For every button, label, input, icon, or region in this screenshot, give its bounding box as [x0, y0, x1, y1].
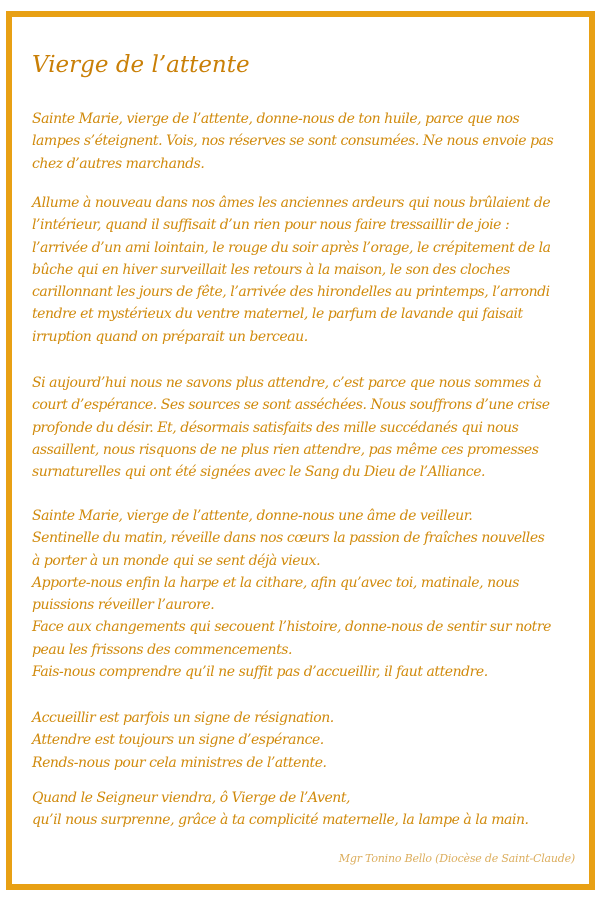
text-line: assaillent, nous risquons de ne plus rien attendre, pas même ces promesses: [32, 441, 539, 458]
text-line: Sainte Marie, vierge de l’attente, donne-nous une âme de veilleur.: [32, 508, 473, 524]
text-line: chez d’autres marchands.: [32, 155, 205, 172]
text-line: l’intérieur, quand il suffisait d’un rien pour nous faire tressaillir de joie :: [32, 217, 510, 234]
paragraph-1: [32, 108, 575, 175]
text-line: Apporte-nous enfin la harpe et la cithare, afin qu’avec toi, matinale, nous: [32, 574, 519, 591]
paragraph-6: [32, 787, 575, 832]
text-line: bûche qui en hiver surveillait les retours à la maison, le son des cloches: [32, 261, 510, 278]
text-line: peau les frissons des commencements.: [32, 641, 293, 658]
text-line: l’arrivée d’un ami lointain, le rouge du soir après l’orage, le crépitement de la: [32, 239, 551, 256]
text-line: court d’espérance. Ses sources se sont asséchées. Nous souffrons d’une crise: [32, 397, 550, 414]
text-line: à porter à un monde qui se sent déjà vieux.: [32, 552, 321, 569]
text-line: surnaturelles qui ont été signées avec le Sang du Dieu de l’Alliance.: [32, 464, 486, 481]
text-line: Accueillir est parfois un signe de résignation.: [32, 710, 334, 726]
page-title: Vierge de l’attente: [32, 52, 250, 78]
prayer-text: [32, 17, 575, 884]
text-line: irruption quand on préparait un berceau.: [32, 328, 308, 345]
paragraph-2: [32, 192, 575, 348]
paragraph-4: [32, 505, 575, 683]
text-line: Fais-nous comprendre qu’il ne suffit pas d’accueillir, il faut attendre.: [32, 664, 488, 681]
text-line: carillonnant les jours de fête, l’arrivée des hirondelles au printemps, l’arrondi: [32, 284, 550, 301]
text-line: puissions réveiller l’aurore.: [32, 597, 215, 614]
text-line: tendre et mystérieux du ventre maternel, le parfum de lavande qui faisait: [32, 306, 523, 323]
paragraph-5: [32, 707, 575, 774]
text-line: Sentinelle du matin, réveille dans nos cœurs la passion de fraîches nouvelles: [32, 530, 545, 547]
text-line: Sainte Marie, vierge de l’attente, donne-nous de ton huile, parce que nos: [32, 111, 520, 127]
text-line: lampes s’éteignent. Vois, nos réserves se sont consumées. Ne nous envoie pas: [32, 133, 554, 150]
text-line: profonde du désir. Et, désormais satisfaits des mille succédanés qui nous: [32, 419, 519, 436]
text-line: Attendre est toujours un signe d’espérance.: [32, 732, 324, 749]
text-line: Si aujourd’hui nous ne savons plus attendre, c’est parce que nous sommes à: [32, 375, 542, 391]
text-line: Quand le Seigneur viendra, ô Vierge de l’Avent,: [32, 790, 351, 806]
author-signature: Mgr Tonino Bello (Diocèse de Saint-Claude): [338, 852, 575, 865]
text-line: Rends-nous pour cela ministres de l’attente.: [32, 754, 327, 771]
text-line: Allume à nouveau dans nos âmes les anciennes ardeurs qui nous brûlaient de: [32, 195, 551, 211]
text-line: qu’il nous surprenne, grâce à ta complicité maternelle, la lampe à la main.: [32, 812, 529, 829]
paragraph-3: [32, 372, 575, 483]
page-border: [6, 11, 595, 890]
text-line: Face aux changements qui secouent l’histoire, donne-nous de sentir sur notre: [32, 619, 551, 636]
